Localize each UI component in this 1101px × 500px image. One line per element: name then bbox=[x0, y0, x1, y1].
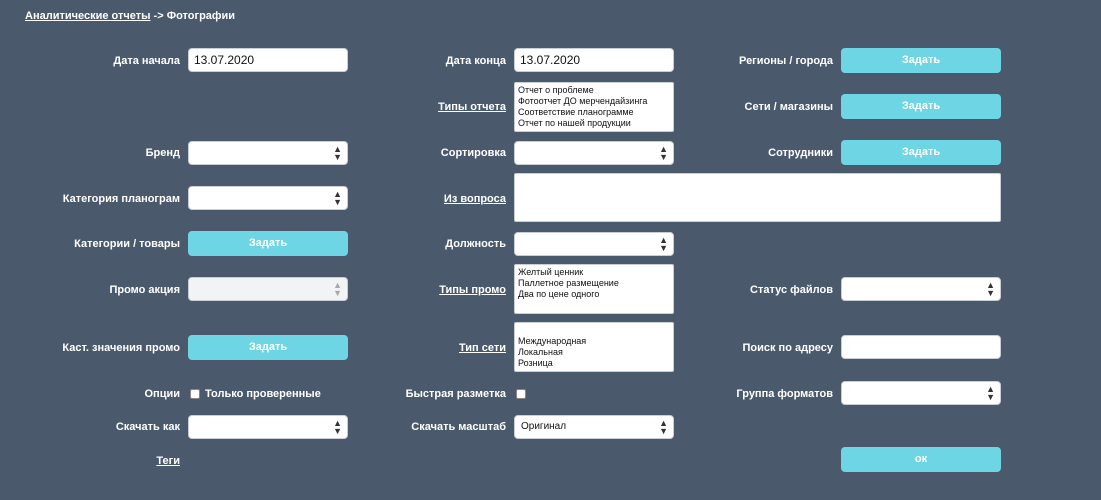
options-label: Опции bbox=[144, 388, 180, 400]
categories-button[interactable]: Задать bbox=[188, 231, 348, 256]
position-select[interactable] bbox=[514, 232, 674, 256]
promo-types-label[interactable]: Типы промо bbox=[439, 284, 506, 296]
only-verified-checkbox[interactable] bbox=[190, 389, 200, 399]
updown-arrow-icon: ▲ ▼ bbox=[333, 144, 342, 162]
updown-arrow-icon: ▲ ▼ bbox=[986, 280, 995, 298]
networks-label: Сети / магазины bbox=[744, 101, 833, 113]
promo-types-listbox[interactable] bbox=[514, 264, 674, 314]
report-types-label[interactable]: Типы отчета bbox=[438, 101, 506, 113]
list-item[interactable]: Соответствие планограмме bbox=[518, 107, 634, 117]
regions-label: Регионы / города bbox=[739, 55, 833, 67]
updown-arrow-icon: ▲ ▼ bbox=[986, 384, 995, 402]
promo-label: Промо акция bbox=[109, 284, 180, 296]
updown-arrow-icon: ▲ ▼ bbox=[659, 235, 668, 253]
list-item[interactable]: Розница bbox=[518, 358, 553, 368]
network-type-label[interactable]: Тип сети bbox=[458, 342, 506, 354]
list-item[interactable]: Международная bbox=[518, 336, 587, 346]
list-item[interactable]: Паллетное размещение bbox=[518, 278, 619, 288]
list-item[interactable]: Желтый ценник bbox=[518, 267, 584, 277]
breadcrumb-link-analytics[interactable]: Аналитические отчеты bbox=[25, 10, 151, 22]
quick-markup-label: Быстрая разметка bbox=[405, 388, 506, 400]
updown-arrow-icon: ▲ ▼ bbox=[333, 280, 342, 298]
date-end-input[interactable]: 13.07.2020 bbox=[514, 48, 674, 72]
format-group-select[interactable] bbox=[841, 381, 1001, 405]
tags-link[interactable]: Теги bbox=[156, 455, 180, 467]
brand-label: Бренд bbox=[145, 147, 180, 159]
promo-select[interactable] bbox=[188, 277, 348, 301]
date-start-label: Дата начала bbox=[113, 55, 180, 67]
report-types-listbox[interactable] bbox=[514, 82, 674, 132]
list-item[interactable]: Отчет по нашей продукции bbox=[518, 118, 631, 128]
breadcrumb bbox=[25, 10, 235, 22]
position-label: Должность bbox=[445, 238, 506, 250]
download-as-label: Скачать как bbox=[115, 421, 180, 433]
address-search-label: Поиск по адресу bbox=[742, 342, 833, 354]
sorting-select[interactable] bbox=[514, 141, 674, 165]
breadcrumb-separator: -> bbox=[150, 10, 167, 22]
list-item[interactable]: Фотоотчет ДО мерчендайзинга bbox=[518, 96, 648, 106]
from-question-label[interactable]: Из вопроса bbox=[443, 193, 506, 205]
breadcrumb-current: Фотографии bbox=[166, 10, 236, 22]
from-question-textarea[interactable] bbox=[514, 173, 1001, 222]
date-end-label: Дата конца bbox=[445, 55, 506, 67]
updown-arrow-icon: ▲ ▼ bbox=[333, 418, 342, 436]
updown-arrow-icon: ▲ ▼ bbox=[333, 189, 342, 207]
employees-label: Сотрудники bbox=[768, 147, 833, 159]
file-status-select[interactable] bbox=[841, 277, 1001, 301]
sorting-label: Сортировка bbox=[440, 147, 506, 159]
updown-arrow-icon: ▲ ▼ bbox=[659, 418, 668, 436]
date-start-input[interactable]: 13.07.2020 bbox=[188, 48, 348, 72]
planogram-category-label: Категория планограм bbox=[62, 193, 180, 205]
download-scale-label: Скачать масштаб bbox=[411, 421, 506, 433]
list-item[interactable]: Два по цене одного bbox=[518, 289, 600, 299]
network-type-listbox[interactable] bbox=[514, 322, 674, 372]
updown-arrow-icon: ▲ ▼ bbox=[659, 144, 668, 162]
networks-button[interactable]: Задать bbox=[841, 94, 1001, 119]
quick-markup-checkbox[interactable] bbox=[516, 389, 526, 399]
list-item[interactable]: Локальная bbox=[518, 347, 563, 357]
download-as-select[interactable] bbox=[188, 415, 348, 439]
download-scale-select-value: Оригинал bbox=[521, 421, 567, 432]
ok-button[interactable]: ок bbox=[841, 447, 1001, 472]
brand-select[interactable] bbox=[188, 141, 348, 165]
employees-button[interactable]: Задать bbox=[841, 140, 1001, 165]
planogram-category-select[interactable] bbox=[188, 186, 348, 210]
regions-button[interactable]: Задать bbox=[841, 48, 1001, 73]
custom-promo-button[interactable]: Задать bbox=[188, 335, 348, 360]
address-search-input[interactable] bbox=[841, 335, 1001, 359]
categories-label: Категории / товары bbox=[74, 238, 180, 250]
list-item[interactable]: Отчет о проблеме bbox=[518, 85, 594, 95]
format-group-label: Группа форматов bbox=[736, 388, 833, 400]
custom-promo-label: Каст. значения промо bbox=[62, 342, 180, 354]
only-verified-label: Только проверенные bbox=[205, 388, 321, 400]
file-status-label: Статус файлов bbox=[750, 284, 833, 296]
download-scale-select[interactable] bbox=[514, 415, 674, 439]
